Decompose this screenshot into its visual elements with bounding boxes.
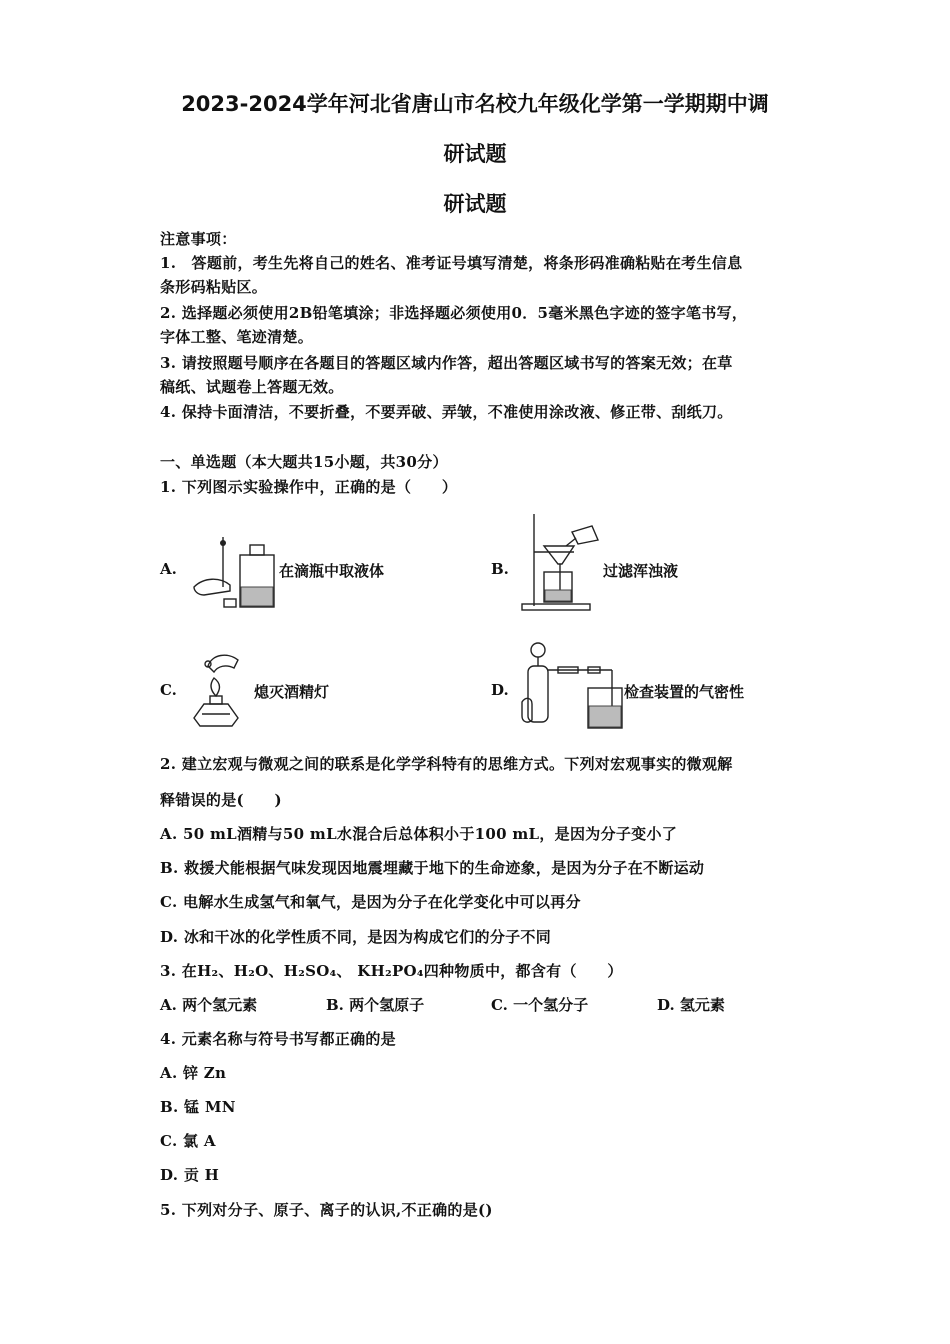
notice-line: 字体工整、笔迹清楚。	[160, 328, 314, 346]
notice-line: 3. 请按照题号顺序在各题目的答题区域内作答，超出答题区域书写的答案无效；在草	[160, 354, 733, 372]
page-title-line2: 研试题	[443, 142, 507, 166]
dropper-bottle-icon	[190, 535, 280, 615]
q1-option-c-caption: 熄灭酒精灯	[254, 683, 330, 701]
q1-option-a-letter: A.	[160, 560, 177, 578]
notice-line: 1. 答题前，考生先将自己的姓名、准考证号填写清楚，将条形码准确粘贴在考生信息	[160, 254, 743, 272]
q2-option-a: A. 50 mL酒精与50 mL水混合后总体积小于100 mL，是因为分子变小了	[160, 825, 678, 843]
q4-option-a: A. 锌 Zn	[160, 1064, 227, 1082]
section-heading: 一、单选题（本大题共15小题，共30分）	[160, 453, 448, 471]
q1-option-b-caption: 过滤浑浊液	[603, 562, 679, 580]
notice-line: 稿纸、试题卷上答题无效。	[160, 378, 344, 396]
question-1-stem: 1. 下列图示实验操作中，正确的是（ ）	[160, 478, 458, 496]
alcohol-lamp-icon	[186, 648, 246, 730]
question-5-stem: 5. 下列对分子、原子、离子的认识,不正确的是()	[160, 1201, 493, 1219]
q3-option-d: D. 氢元素	[657, 996, 725, 1014]
q1-option-d-letter: D.	[491, 681, 509, 699]
q4-option-d: D. 贡 H	[160, 1166, 220, 1184]
q2-option-c: C. 电解水生成氢气和氧气，是因为分子在化学变化中可以再分	[160, 893, 581, 911]
q2-option-b: B. 救援犬能根据气味发现因地震埋藏于地下的生命迹象，是因为分子在不断运动	[160, 859, 705, 877]
q3-option-a: A. 两个氢元素	[160, 996, 258, 1014]
question-2-stem: 2. 建立宏观与微观之间的联系是化学学科特有的思维方式。下列对宏观事实的微观解	[160, 755, 733, 773]
q2-option-d: D. 冰和干冰的化学性质不同，是因为构成它们的分子不同	[160, 928, 552, 946]
q1-option-a-caption: 在滴瓶中取液体	[279, 562, 385, 580]
q3-option-c: C. 一个氢分子	[491, 996, 589, 1014]
q1-option-d-caption: 检查装置的气密性	[624, 683, 745, 701]
airtightness-check-icon	[518, 640, 628, 732]
question-4-stem: 4. 元素名称与符号书写都正确的是	[160, 1030, 396, 1048]
notice-line: 2. 选择题必须使用2B铅笔填涂；非选择题必须使用0．5毫米黑色字迹的签字笔书写，	[160, 304, 748, 322]
q4-option-b: B. 锰 MN	[160, 1098, 236, 1116]
notice-line: 条形码粘贴区。	[160, 278, 268, 296]
filtration-apparatus-icon	[518, 510, 608, 614]
question-3-stem: 3. 在H₂、H₂O、H₂SO₄、 KH₂PO₄四种物质中，都含有（ ）	[160, 962, 623, 980]
q1-option-b-letter: B.	[491, 560, 509, 578]
q4-option-c: C. 氯 A	[160, 1132, 216, 1150]
page-subtitle: 研试题	[443, 192, 507, 216]
page-title: 2023-2024学年河北省唐山市名校九年级化学第一学期期中调	[181, 92, 769, 116]
notice-heading: 注意事项：	[160, 230, 237, 248]
question-2-stem-cont: 释错误的是( )	[160, 791, 282, 809]
notice-line: 4. 保持卡面清洁，不要折叠，不要弄破、弄皱，不准使用涂改液、修正带、刮纸刀。	[160, 403, 733, 421]
q1-option-c-letter: C.	[160, 681, 177, 699]
q3-option-b: B. 两个氢原子	[326, 996, 425, 1014]
